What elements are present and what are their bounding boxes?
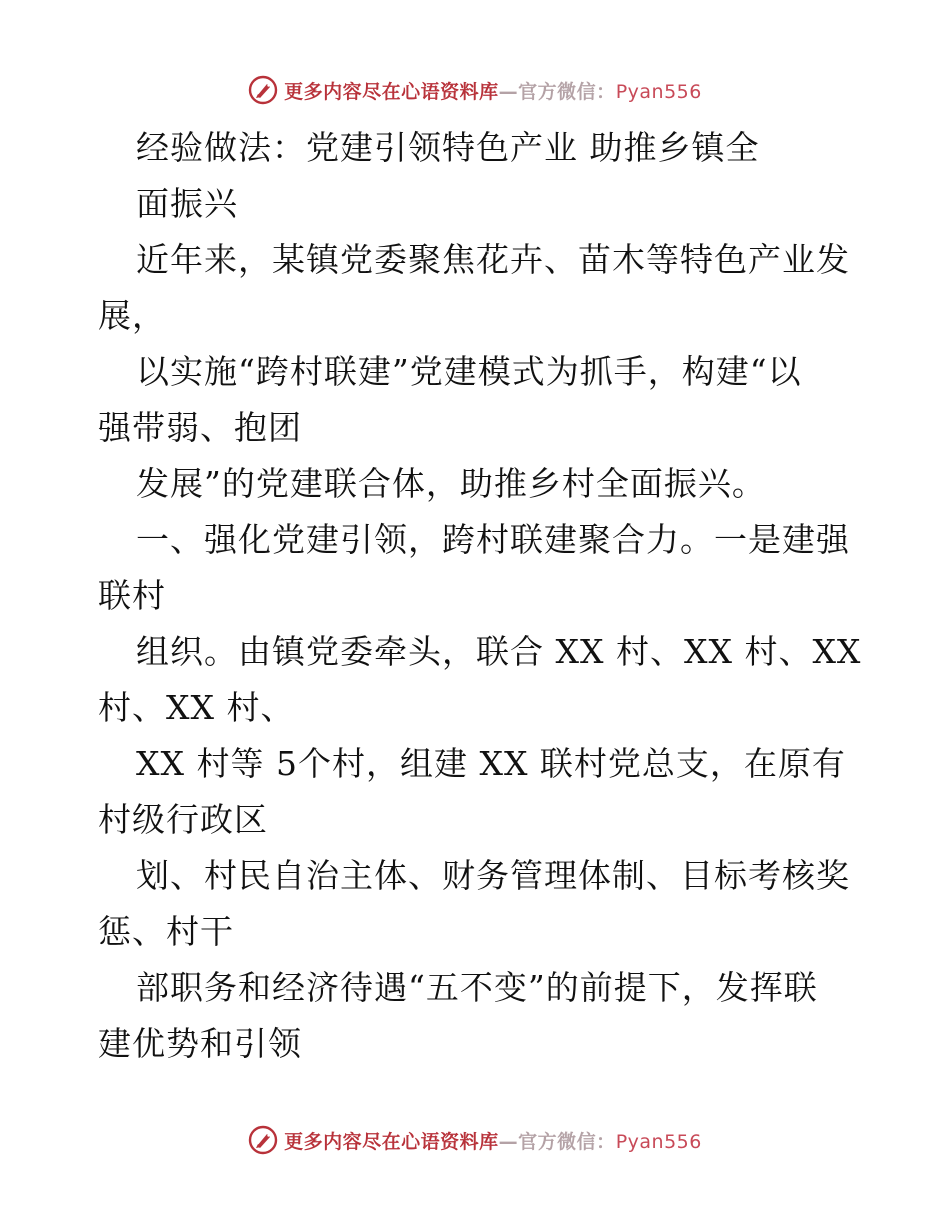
document-body (98, 120, 862, 1072)
paragraph-line: 强带弱、抱团 (98, 408, 302, 447)
paragraph-line: 联村 (98, 576, 166, 615)
paragraph-line: 组织。由镇党委牵头，联合 XX 村、XX 村、XX (136, 632, 862, 671)
paragraph-line: 一、强化党建引领，跨村联建聚合力。一是建强 (136, 520, 850, 559)
paragraph-line: 以实施“跨村联建”党建模式为抓手，构建“以 (136, 352, 802, 391)
pen-nib-logo-icon (248, 1125, 278, 1155)
paragraph-line: 展， (98, 296, 166, 335)
document-title-continued: 面振兴 (136, 184, 238, 223)
header-watermark-banner (0, 70, 950, 110)
paragraph-line: 近年来，某镇党委聚焦花卉、苗木等特色产业发 (136, 240, 850, 279)
watermark-text: 更多内容尽在心语资料库—官方微信：Pyan556 (284, 80, 702, 103)
paragraph-line: 建优势和引领 (98, 1024, 302, 1063)
document-title: 经验做法：党建引领特色产业 助推乡镇全 (136, 128, 760, 167)
pen-nib-logo-icon (248, 75, 278, 105)
paragraph-line: 村、XX 村、 (98, 688, 295, 727)
paragraph-line: 部职务和经济待遇“五不变”的前提下，发挥联 (136, 968, 818, 1007)
paragraph-line: 村级行政区 (98, 800, 268, 839)
footer-watermark-banner (0, 1120, 950, 1160)
paragraph-line: 划、村民自治主体、财务管理体制、目标考核奖 (136, 856, 850, 895)
paragraph-line: XX 村等 5个村，组建 XX 联村党总支，在原有 (136, 744, 846, 783)
watermark-text: 更多内容尽在心语资料库—官方微信：Pyan556 (284, 1130, 702, 1153)
paragraph-line: 发展”的党建联合体，助推乡村全面振兴。 (136, 464, 766, 503)
paragraph-line: 惩、村干 (98, 912, 234, 951)
